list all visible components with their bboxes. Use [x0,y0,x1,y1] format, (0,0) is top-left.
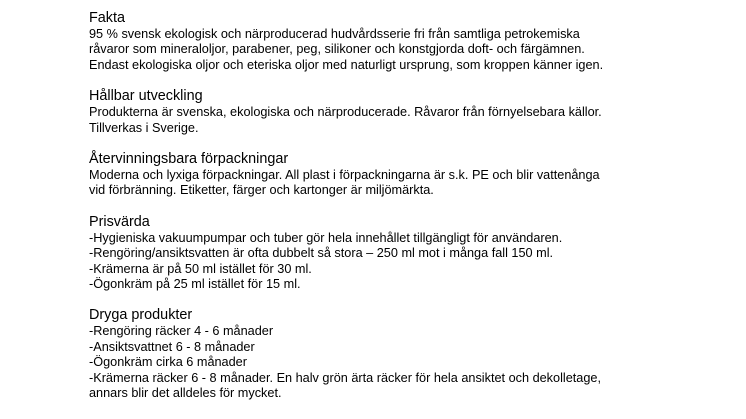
text-line: råvaror som mineraloljor, parabener, peg, silikoner och konstgjorda doft- och färgämnen. [89,42,585,57]
section-heading: Återvinningsbara förpackningar [89,151,289,168]
text-line: -Ögonkräm på 25 ml istället för 15 ml. [89,277,301,292]
text-line: Tillverkas i Sverige. [89,120,199,135]
section-heading: Prisvärda [89,213,150,230]
text-line: -Ögonkräm cirka 6 månader [89,355,247,370]
text-line: Produkterna är svenska, ekologiska och närproducerade. Råvaror från förnyelsebara källor. [89,105,602,120]
text-line: -Krämerna räcker 6 - 8 månader. En halv grön ärta räcker för hela ansiktet och dekolletage, [89,370,601,385]
section-prisvarda [89,214,729,293]
section-dryga-produkter [89,307,729,401]
section-heading: Fakta [89,10,125,26]
section-hallbar-utveckling [89,88,729,136]
section-heading: Hållbar utveckling [89,88,203,105]
text-line: Moderna och lyxiga förpackningar. All plast i förpackningarna är s.k. PE och blir vattenånga [89,168,600,183]
text-line: -Krämerna är på 50 ml istället för 30 ml. [89,261,312,276]
text-line: 95 % svensk ekologisk och närproducerad hudvårdsserie fri från samtliga petrokemiska [89,27,580,41]
section-fakta [89,10,729,73]
text-line: annars blir det alldeles för mycket. [89,386,282,401]
text-line: -Rengöring/ansiktsvatten är ofta dubbelt så stora – 250 ml mot i många fall 150 ml. [89,246,554,261]
section-heading: Dryga produkter [89,307,193,324]
text-line: vid förbränning. Etiketter, färger och kartonger är miljömärkta. [89,183,434,198]
text-line: Endast ekologiska oljor och eteriska oljor med naturligt ursprung, som kroppen känner igen. [89,57,604,72]
section-atervinningsbara-forpackningar [89,151,729,199]
document-body [89,10,729,417]
text-line: -Hygieniska vakuumpumpar och tuber gör hela innehållet tillgängligt för användaren. [89,230,563,245]
text-line: -Rengöring räcker 4 - 6 månader [89,324,274,339]
text-line: -Ansiktsvattnet 6 - 8 månader [89,339,255,354]
